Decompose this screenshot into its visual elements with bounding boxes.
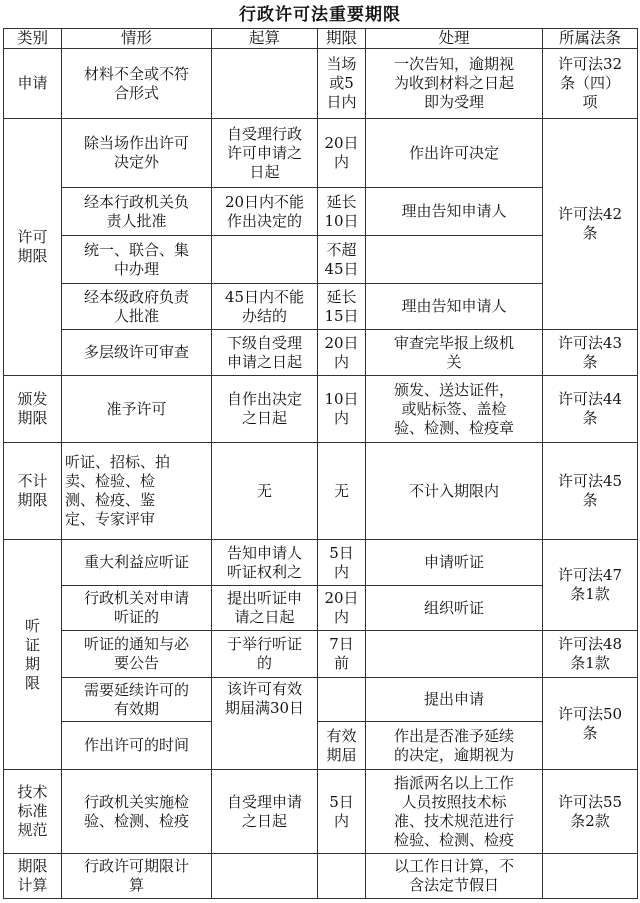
limit-cell: 无 bbox=[318, 443, 366, 540]
table-row bbox=[4, 49, 638, 119]
law-cell: 许可法44 条 bbox=[543, 376, 638, 443]
limit-cell: 5日 内 bbox=[318, 770, 366, 854]
table-row bbox=[4, 188, 638, 236]
handling-cell bbox=[366, 631, 543, 678]
start-cell: 无 bbox=[212, 443, 318, 540]
header-law: 所属法条 bbox=[543, 29, 638, 49]
limit-cell: 当场 或5 日内 bbox=[318, 49, 366, 119]
law-cell: 许可法47 条1款 bbox=[543, 540, 638, 631]
handling-cell: 作出许可决定 bbox=[366, 119, 543, 188]
situation-cell: 经本行政机关负 责人批准 bbox=[62, 188, 212, 236]
start-cell bbox=[212, 236, 318, 284]
handling-cell: 颁发、送达证件， 或贴标签、盖检 验、检测、检疫章 bbox=[366, 376, 543, 443]
start-cell: 于举行听证 的 bbox=[212, 631, 318, 678]
limit-cell: 7日 前 bbox=[318, 631, 366, 678]
situation-cell: 行政机关实施检 验、检测、检疫 bbox=[62, 770, 212, 854]
handling-cell: 理由告知申请人 bbox=[366, 188, 543, 236]
deadline-table bbox=[3, 28, 638, 899]
category-cell: 许可 期限 bbox=[4, 119, 62, 376]
table-row bbox=[4, 443, 638, 540]
situation-cell: 行政机关对申请 听证的 bbox=[62, 586, 212, 631]
start-cell: 告知申请人 听证权利之 bbox=[212, 540, 318, 586]
situation-cell: 需要延续许可的 有效期 bbox=[62, 678, 212, 722]
table-row bbox=[4, 376, 638, 443]
law-cell: 许可法32 条（四） 项 bbox=[543, 49, 638, 119]
category-cell: 申请 bbox=[4, 49, 62, 119]
header-handling: 处理 bbox=[366, 29, 543, 49]
page-title: 行政许可法重要期限 bbox=[239, 5, 401, 25]
category-cell: 期限 计算 bbox=[4, 854, 62, 899]
start-cell bbox=[212, 854, 318, 899]
limit-cell: 10日 内 bbox=[318, 376, 366, 443]
limit-cell: 不超 45日 bbox=[318, 236, 366, 284]
start-cell: 自受理行政 许可申请之 日起 bbox=[212, 119, 318, 188]
header-row bbox=[4, 29, 638, 49]
handling-cell: 申请听证 bbox=[366, 540, 543, 586]
start-cell: 自受理申请 之日起 bbox=[212, 770, 318, 854]
law-cell: 许可法43 条 bbox=[543, 330, 638, 376]
handling-cell: 提出申请 bbox=[366, 678, 543, 722]
table-row bbox=[4, 631, 638, 678]
law-cell bbox=[543, 854, 638, 899]
law-cell: 许可法48 条1款 bbox=[543, 631, 638, 678]
law-cell: 许可法55 条2款 bbox=[543, 770, 638, 854]
situation-cell: 听证、招标、拍 卖、检验、检 测、检疫、鉴 定、专家评审 bbox=[62, 443, 212, 540]
header-situation: 情形 bbox=[62, 29, 212, 49]
handling-cell: 审查完毕报上级机 关 bbox=[366, 330, 543, 376]
law-cell: 许可法50 条 bbox=[543, 678, 638, 770]
situation-cell: 多层级许可审查 bbox=[62, 330, 212, 376]
situation-cell: 准予许可 bbox=[62, 376, 212, 443]
table-row bbox=[4, 119, 638, 188]
situation-cell: 材料不全或不符 合形式 bbox=[62, 49, 212, 119]
handling-cell: 组织听证 bbox=[366, 586, 543, 631]
category-cell: 颁发 期限 bbox=[4, 376, 62, 443]
start-cell: 20日内不能 作出决定的 bbox=[212, 188, 318, 236]
handling-cell: 一次告知，逾期视 为收到材料之日起 即为受理 bbox=[366, 49, 543, 119]
limit-cell: 20日 内 bbox=[318, 586, 366, 631]
handling-cell: 作出是否准予延续 的决定，逾期视为 bbox=[366, 722, 543, 770]
limit-cell: 有效 期届 bbox=[318, 722, 366, 770]
limit-cell: 20日 内 bbox=[318, 119, 366, 188]
handling-cell: 指派两名以上工作 人员按照技术标 准、技术规范进行 检验、检测、检疫 bbox=[366, 770, 543, 854]
handling-cell: 不计入期限内 bbox=[366, 443, 543, 540]
table-row bbox=[4, 678, 638, 722]
table-row bbox=[4, 770, 638, 854]
limit-cell: 20日 内 bbox=[318, 330, 366, 376]
table-row bbox=[4, 586, 638, 631]
law-cell: 许可法42 条 bbox=[543, 119, 638, 330]
start-cell: 下级自受理 申请之日起 bbox=[212, 330, 318, 376]
category-cell: 不计 期限 bbox=[4, 443, 62, 540]
header-category: 类别 bbox=[4, 29, 62, 49]
table-row bbox=[4, 722, 638, 770]
category-cell: 技术 标准 规范 bbox=[4, 770, 62, 854]
start-cell: 45日内不能 办结的 bbox=[212, 284, 318, 330]
table-row bbox=[4, 236, 638, 284]
limit-cell: 延长 15日 bbox=[318, 284, 366, 330]
situation-cell: 重大利益应听证 bbox=[62, 540, 212, 586]
table-row bbox=[4, 284, 638, 330]
handling-cell: 以工作日计算，不 含法定节假日 bbox=[366, 854, 543, 899]
category-cell: 听 证 期 限 bbox=[4, 540, 62, 770]
start-cell: 该许可有效 期届满30日 bbox=[212, 678, 318, 770]
start-cell: 提出听证申 请之日起 bbox=[212, 586, 318, 631]
table-row bbox=[4, 854, 638, 899]
law-cell: 许可法45 条 bbox=[543, 443, 638, 540]
limit-cell bbox=[318, 678, 366, 722]
handling-cell: 理由告知申请人 bbox=[366, 284, 543, 330]
limit-cell: 5日 内 bbox=[318, 540, 366, 586]
situation-cell: 作出许可的时间 bbox=[62, 722, 212, 770]
situation-cell: 行政许可期限计 算 bbox=[62, 854, 212, 899]
situation-cell: 听证的通知与必 要公告 bbox=[62, 631, 212, 678]
limit-cell: 延长 10日 bbox=[318, 188, 366, 236]
header-start: 起算 bbox=[212, 29, 318, 49]
table-row bbox=[4, 330, 638, 376]
start-cell bbox=[212, 49, 318, 119]
start-cell: 自作出决定 之日起 bbox=[212, 376, 318, 443]
handling-cell bbox=[366, 236, 543, 284]
situation-cell: 除当场作出许可 决定外 bbox=[62, 119, 212, 188]
header-limit: 期限 bbox=[318, 29, 366, 49]
table-row bbox=[4, 540, 638, 586]
situation-cell: 统一、联合、集 中办理 bbox=[62, 236, 212, 284]
situation-cell: 经本级政府负责 人批准 bbox=[62, 284, 212, 330]
limit-cell bbox=[318, 854, 366, 899]
